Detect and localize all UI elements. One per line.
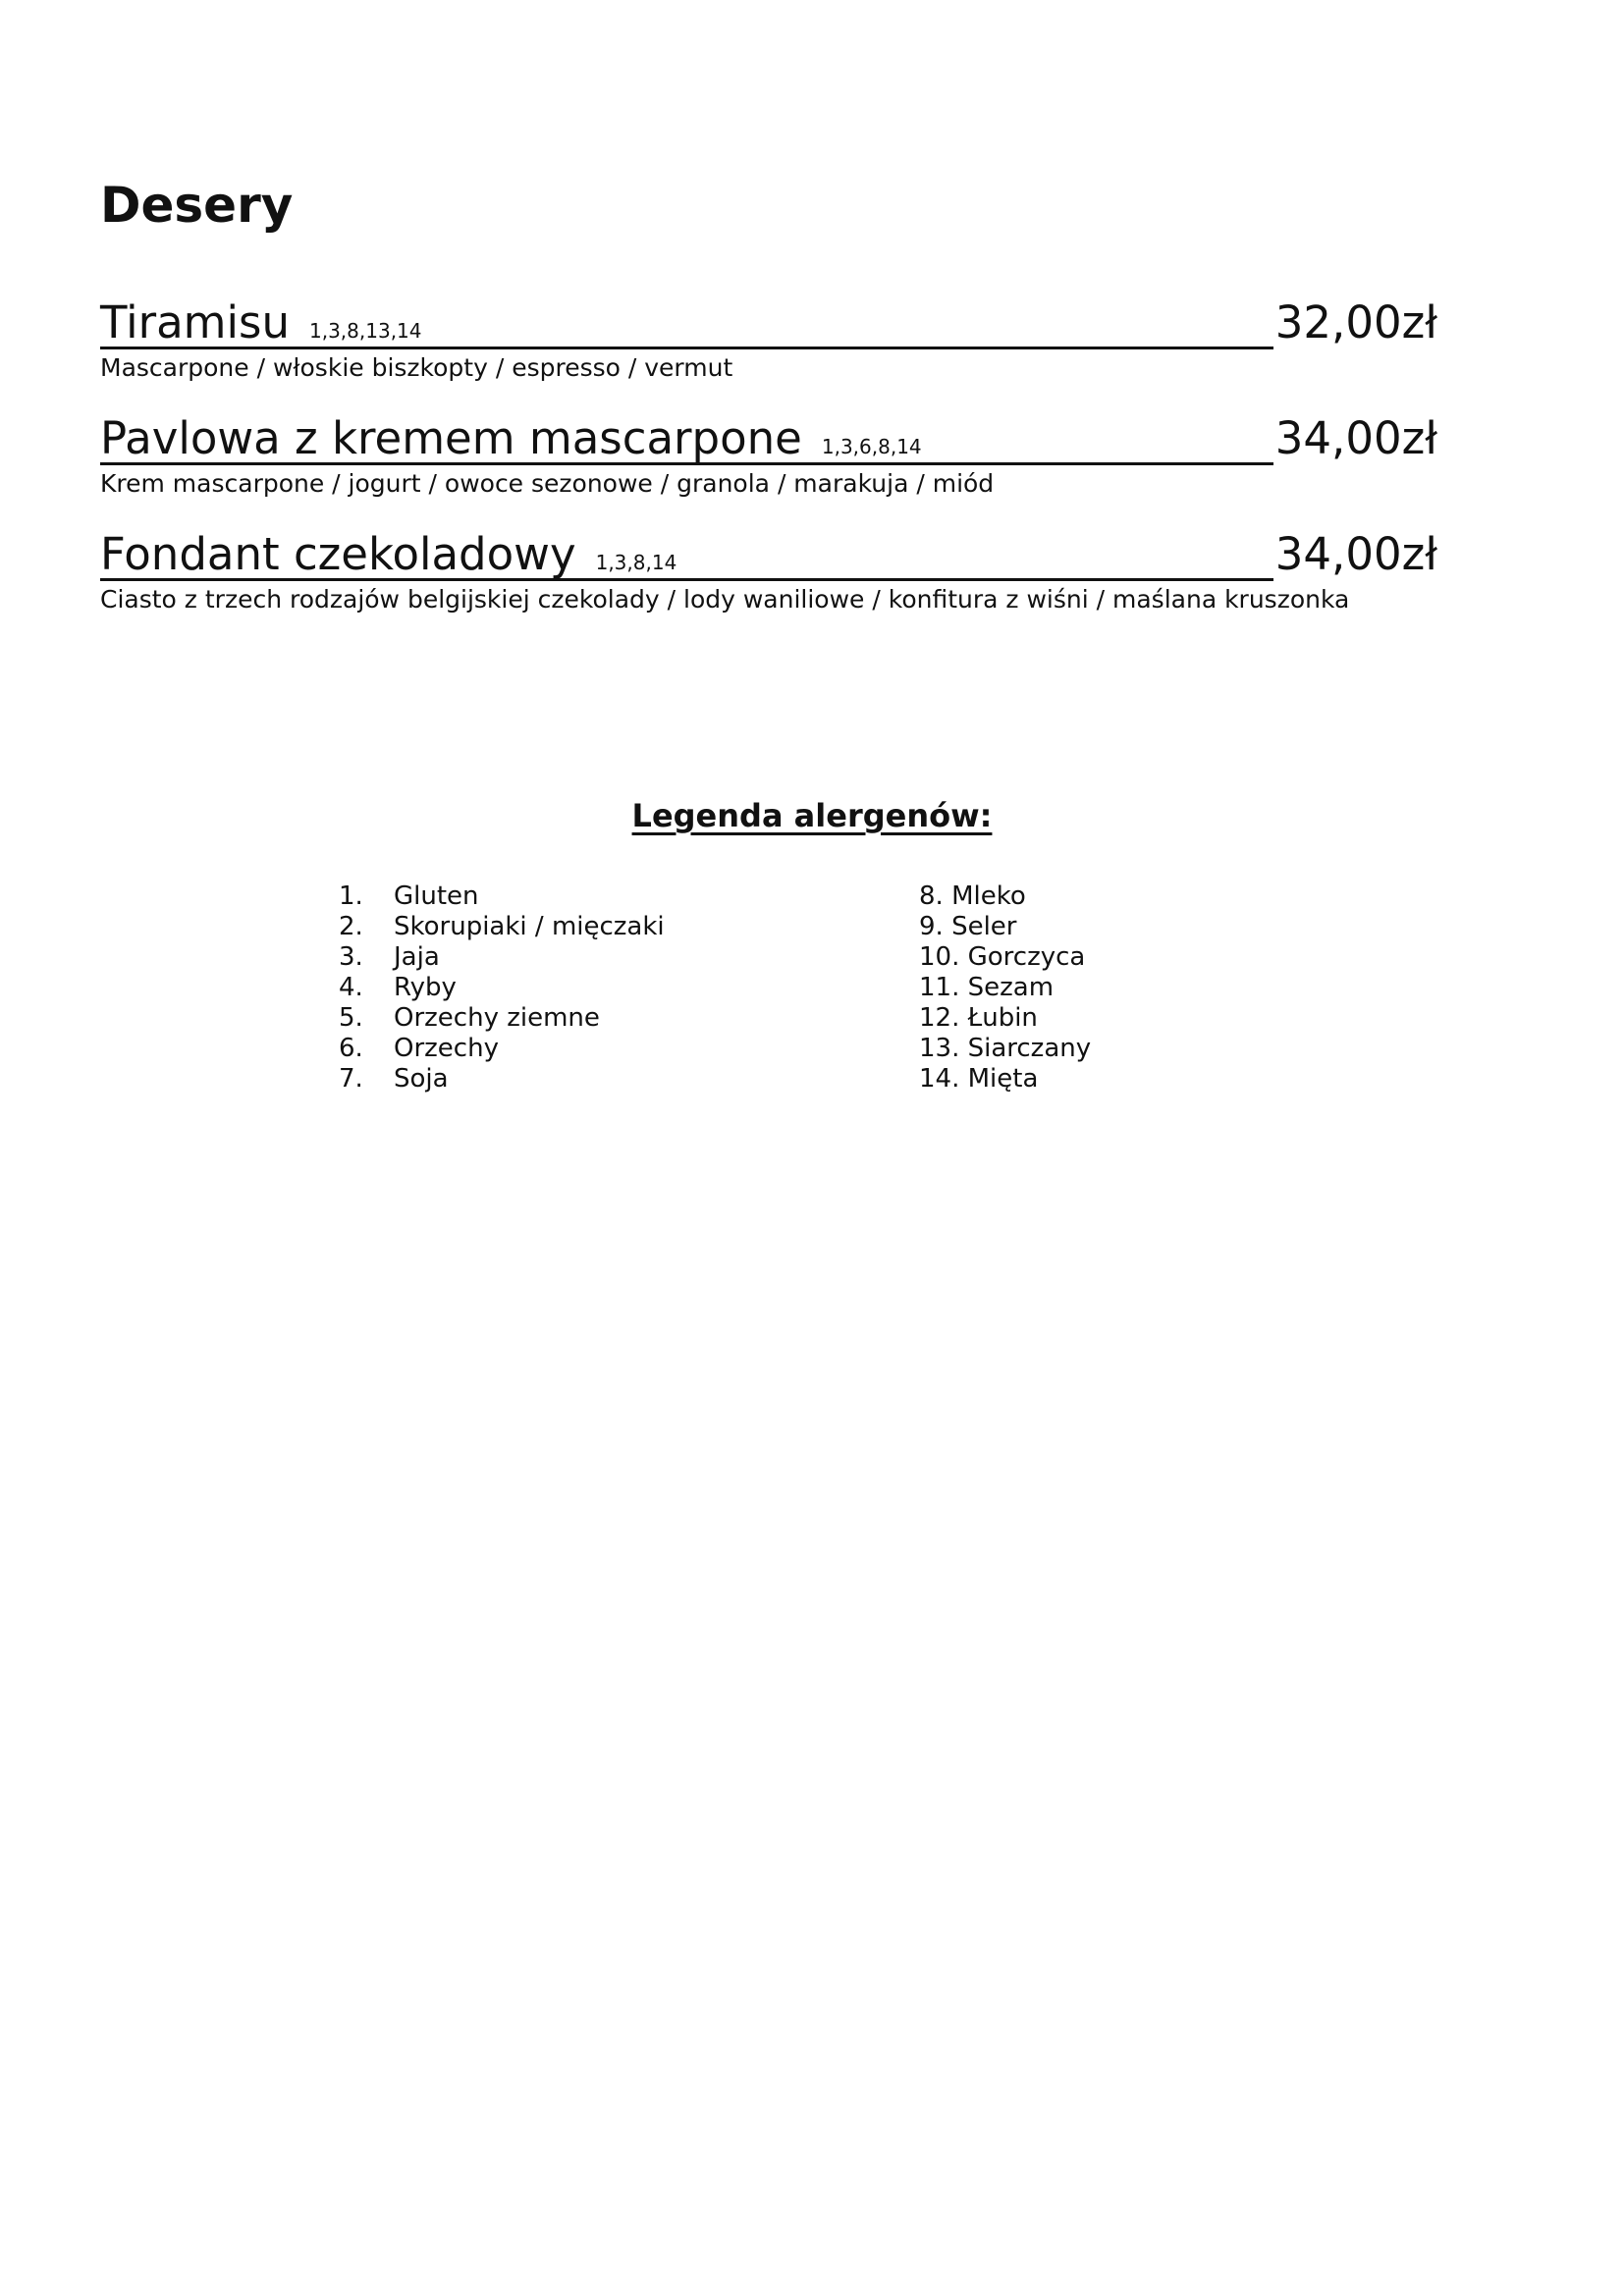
dish-description: Krem mascarpone / jogurt / owoce sezonowe / granola / marakuja / miód — [100, 469, 995, 498]
allergen-legend-item — [339, 973, 665, 1003]
allergen-legend-item: 10. Gorczyca — [919, 942, 1086, 972]
allergen-label: Orzechy — [394, 1034, 499, 1063]
allergen-legend-item — [339, 912, 665, 942]
allergen-number: 1. — [339, 881, 363, 911]
dish-name: Pavlowa z kremem mascarpone — [100, 412, 802, 464]
allergen-legend-item: 11. Sezam — [919, 973, 1055, 1002]
allergen-legend-item — [339, 942, 665, 973]
allergen-legend-item — [339, 1064, 665, 1095]
allergen-legend-item — [339, 1034, 665, 1064]
allergen-legend-title: Legenda alergenów: — [631, 797, 993, 834]
menu-item-line — [100, 528, 1437, 581]
allergen-legend-item: 13. Siarczany — [919, 1034, 1092, 1063]
dish-leader-line — [422, 337, 1273, 349]
dish-allergens: 1,3,8,13,14 — [290, 321, 422, 349]
dish-price: 34,00zł — [1274, 412, 1437, 464]
dish-allergens: 1,3,8,14 — [576, 553, 677, 581]
allergen-legend-item: 12. Łubin — [919, 1003, 1038, 1033]
allergen-number: 5. — [339, 1003, 363, 1033]
allergen-legend-item — [339, 881, 665, 912]
dish-leader-line — [677, 568, 1272, 581]
allergen-label: Orzechy ziemne — [394, 1003, 600, 1033]
allergen-number: 2. — [339, 912, 363, 941]
allergen-legend-item — [339, 1003, 665, 1034]
menu-item-pavlowa — [100, 412, 1437, 499]
page-title: Desery — [100, 177, 294, 234]
dish-description: Mascarpone / włoskie biszkopty / espresso / vermut — [100, 353, 733, 382]
allergen-legend-item: 8. Mleko — [919, 881, 1026, 911]
allergen-legend-right-column — [919, 881, 1091, 1095]
allergen-number: 4. — [339, 973, 363, 1002]
menu-item-tiramisu — [100, 296, 1437, 383]
allergen-legend-item: 9. Seler — [919, 912, 1017, 941]
menu-item-fondant — [100, 528, 1437, 614]
allergen-number: 3. — [339, 942, 363, 972]
allergen-number: 6. — [339, 1034, 363, 1063]
allergen-legend-left-column — [339, 881, 665, 1095]
dish-name: Tiramisu — [100, 296, 290, 348]
dish-description: Ciasto z trzech rodzajów belgijskiej czekolady / lody waniliowe / konfitura z wiśni / maślana kruszonka — [100, 585, 1350, 614]
allergen-number: 7. — [339, 1064, 363, 1094]
dish-allergens: 1,3,6,8,14 — [802, 437, 922, 465]
allergen-label: Jaja — [394, 942, 440, 972]
menu-item-line — [100, 296, 1437, 349]
dish-price: 32,00zł — [1274, 296, 1437, 348]
allergen-label: Skorupiaki / mięczaki — [394, 912, 665, 941]
menu-item-line — [100, 412, 1437, 465]
dish-price: 34,00zł — [1274, 528, 1437, 580]
allergen-legend-item: 14. Mięta — [919, 1064, 1039, 1094]
allergen-label: Ryby — [394, 973, 457, 1002]
dish-leader-line — [922, 453, 1273, 465]
dish-name: Fondant czekoladowy — [100, 528, 576, 580]
allergen-label: Gluten — [394, 881, 479, 911]
allergen-label: Soja — [394, 1064, 449, 1094]
